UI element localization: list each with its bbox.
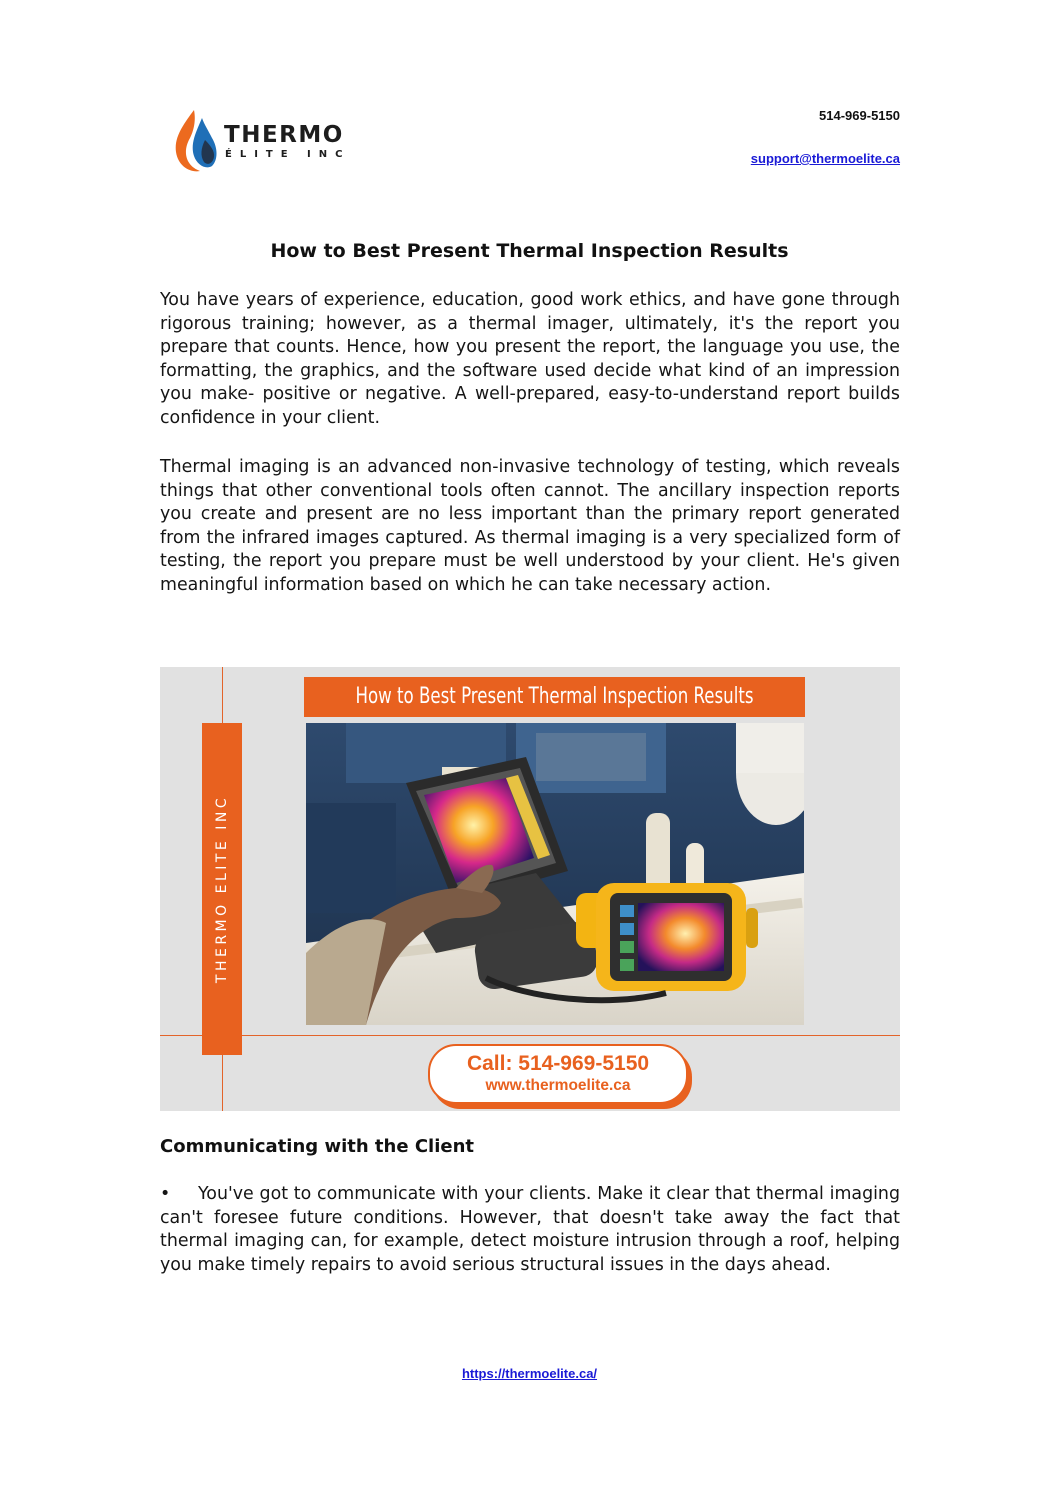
thermal-camera-photo — [306, 723, 804, 1025]
body-paragraph: Thermal imaging is an advanced non-invasive technology of testing, which reveals things that other conventional tools often cannot. The ancillary inspection reports you create and present are no less important than the primary report generated from the infrared images captured. As thermal imaging is a very specialized form of testing, the report you prepare must be well understood by your client. He's given meaningful information based on which he can take necessary action. — [160, 457, 900, 595]
header-email-link[interactable]: support@thermoelite.ca — [750, 151, 900, 166]
section-heading: Communicating with the Client — [160, 1136, 474, 1157]
company-logo — [172, 108, 362, 174]
banner-call-url: www.thermoelite.ca — [485, 1077, 631, 1094]
page-title: How to Best Present Thermal Inspection Results — [270, 240, 789, 262]
bullet-text: You've got to communicate with your clients. Make it clear that thermal imaging can't foresee future conditions. However, that doesn't take away the fact that thermal imaging can, for example, detect moisture intrusion through a roof, helping you make timely repairs to avoid serious structural issues in the days ahead. — [160, 1184, 900, 1275]
banner-side-text: THERMO ELITE INC — [214, 794, 230, 984]
banner-call-button — [428, 1044, 688, 1104]
logo-submark: ÉLITE INC — [225, 149, 351, 160]
banner-call-phone: Call: 514-969-5150 — [466, 1052, 650, 1075]
flame-logo-icon — [172, 108, 220, 174]
banner-title-bar — [304, 677, 805, 717]
logo-wordmark: THERMO — [224, 122, 344, 148]
footer-website-link[interactable]: https://thermoelite.ca/ — [461, 1366, 598, 1381]
bullet-list-item — [160, 1183, 900, 1277]
intro-paragraph: You have years of experience, education, good work ethics, and have gone through rigorous training; however, as a thermal imager, ultimately, it's the report you prepare that counts. Hence, how you present the report, the language you use, the formatting, the graphics, and the software used decide what kind of an impression you make- positive or negative. A well-prepared, easy-to-understand report builds confidence in your client. — [160, 290, 900, 428]
banner-title: How to Best Present Thermal Inspection Results — [355, 684, 754, 709]
article-banner-image — [160, 667, 900, 1111]
bullet-marker: • — [160, 1184, 171, 1204]
banner-accent-line-horizontal — [160, 1035, 900, 1036]
header-phone: 514-969-5150 — [819, 108, 900, 123]
